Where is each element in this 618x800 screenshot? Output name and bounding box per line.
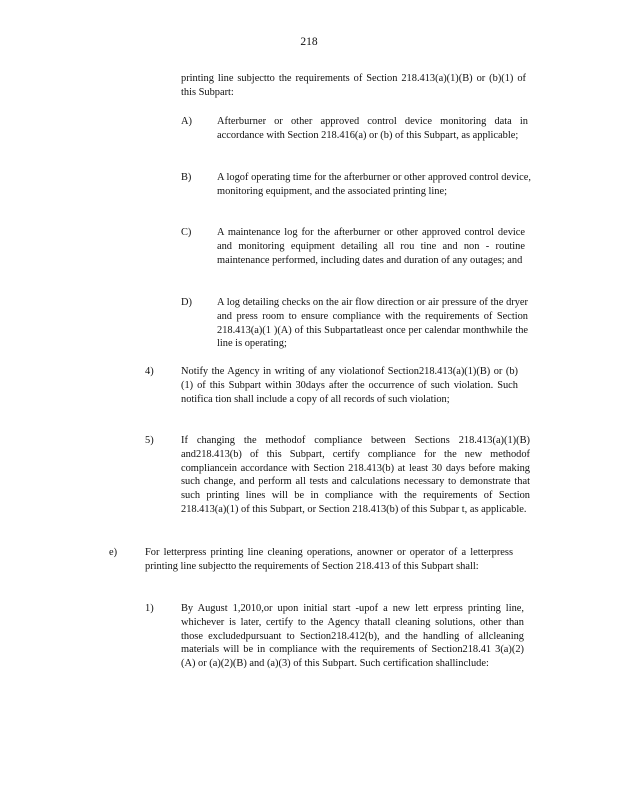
item-5-marker: 5): [145, 435, 154, 446]
sub-item-a-text: Afterburner or other approved control device monitoring data in accordance with Section 218.416(a) or (b) of this Subpart, as applicable;: [217, 116, 528, 141]
page-number: 218: [300, 36, 318, 48]
item-4-text: Notify the Agency in writing of any violationof Section218.413(a)(1)(B) or (b)(1) of this Subpart within 30days after the occurrence of such violation. Such notifica tion shall include a copy of all records of such violation;: [181, 366, 518, 405]
section-e-marker: e): [109, 547, 118, 558]
item-5-text: If changing the methodof compliance between Sections 218.413(a)(1)(B) and218.413(b) of this Subpart, certify compliance for the new methodof compliancein accordance with Section 218.413(b) at least 30 days before making such change, and perform all tests and calculations necessary to demonstrate that such printing lines will be in compliance with the requirements of Section 218.413(a)(1) of this Subpart, or Section 218.413(b) of this Subpar t, as applicable.: [181, 435, 530, 515]
section-e-item-1-text: By August 1,2010,or upon initial start -upof a new lett erpress printing line, whichever is later, certify to the Agency thatall cleaning solutions, other than those excludedpursuant to Section218.412(b), and the handling of allcleaning materials will be in compliance with the requirements of Section218.41 3(a)(2)(A) or (a)(2)(B) and (a)(3) of this Subpart. Such certification shallinclude:: [181, 603, 524, 670]
section-e-text: For letterpress printing line cleaning operations, anowner or operator of a letterpress printing line subjectto the requirements of Section 218.413 of this Subpart shall:: [145, 547, 513, 572]
intro-paragraph: printing line subjectto the requirements of Section 218.413(a)(1)(B) or (b)(1) of this Subpart:: [181, 73, 526, 98]
sub-item-b-marker: B): [181, 172, 192, 183]
section-e-item-1-marker: 1): [145, 603, 154, 614]
sub-item-d-marker: D): [181, 297, 192, 308]
sub-item-d-text: A log detailing checks on the air flow direction or air pressure of the dryer and press room to ensure compliance with the requirements of Section 218.413(a)(1 )(A) of this Subpartatleast once per calendar monthwhile the line is operating;: [217, 297, 528, 350]
sub-item-a-marker: A): [181, 116, 192, 127]
sub-item-b-text: A logof operating time for the afterburner or other approved control device, monitoring equipment, and the associated printing line;: [217, 172, 531, 197]
sub-item-c-text: A maintenance log for the afterburner or other approved control device and monitoring equipment detailing all rou tine and non - routine maintenance performed, including dates and duration of any outages; and: [217, 227, 525, 266]
item-4-marker: 4): [145, 366, 154, 377]
sub-item-c-marker: C): [181, 227, 192, 238]
